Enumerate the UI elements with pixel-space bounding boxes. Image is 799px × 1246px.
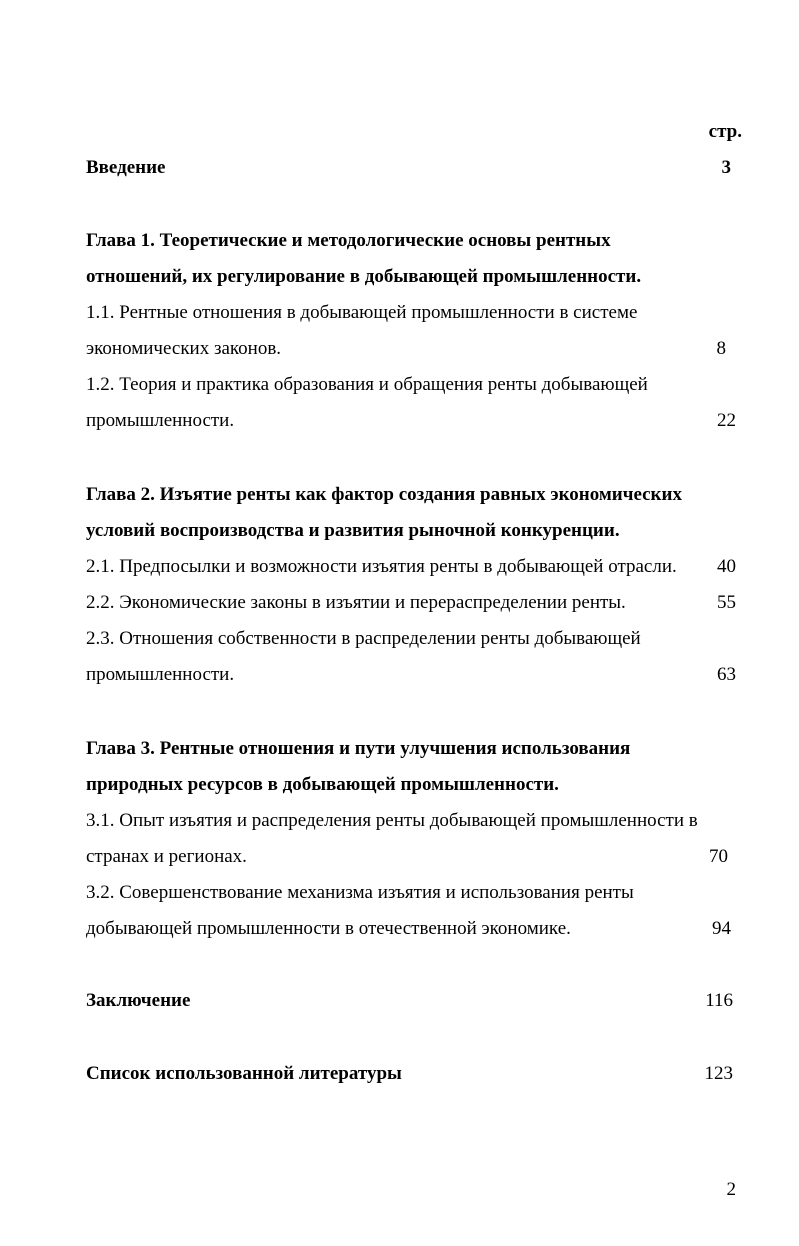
section-2-3-line2: промышленности. (86, 664, 235, 685)
section-1-2-line2: промышленности. (86, 410, 235, 431)
section-3-1-page: 70 (709, 846, 728, 867)
section-3-2-line2: добывающей промышленности в отечественной экономике. (86, 918, 571, 939)
section-2-3-page: 63 (717, 664, 736, 685)
section-3-1-line1: 3.1. Опыт изъятия и распределения ренты добывающей промышленности в (86, 810, 698, 831)
page-number: 2 (726, 1179, 736, 1200)
page-column-header: стр. (708, 121, 742, 142)
toc-intro-label: Введение (86, 157, 166, 178)
section-2-1: 2.1. Предпосылки и возможности изъятия ренты в добывающей отрасли. (86, 556, 677, 577)
chapter2-title-line2: условий воспроизводства и развития рыночной конкуренции. (86, 520, 620, 541)
section-1-2-page: 22 (717, 410, 736, 431)
section-3-2-page: 94 (712, 918, 731, 939)
section-1-1-line1: 1.1. Рентные отношения в добывающей промышленности в системе (86, 302, 638, 323)
section-2-2: 2.2. Экономические законы в изъятии и перераспределении ренты. (86, 592, 626, 613)
chapter3-title-line1: Глава 3. Рентные отношения и пути улучшения использования (86, 738, 631, 759)
chapter1-title-line2: отношений, их регулирование в добывающей промышленности. (86, 266, 642, 287)
section-1-2-line1: 1.2. Теория и практика образования и обращения ренты добывающей (86, 374, 648, 395)
toc-intro-page: 3 (721, 157, 731, 178)
toc-references-page: 123 (704, 1063, 733, 1084)
toc-references-label: Список использованной литературы (86, 1063, 402, 1084)
section-1-1-page: 8 (716, 338, 726, 359)
section-1-1-line2: экономических законов. (86, 338, 282, 359)
section-2-3-line1: 2.3. Отношения собственности в распределении ренты добывающей (86, 628, 641, 649)
toc-conclusion-label: Заключение (86, 990, 191, 1011)
section-3-2-line1: 3.2. Совершенствование механизма изъятия и использования ренты (86, 882, 634, 903)
section-2-2-page: 55 (717, 592, 736, 613)
chapter1-title-line1: Глава 1. Теоретические и методологические основы рентных (86, 230, 611, 251)
toc-conclusion-page: 116 (705, 990, 733, 1011)
section-2-1-page: 40 (717, 556, 736, 577)
section-3-1-line2: странах и регионах. (86, 846, 247, 867)
chapter2-title-line1: Глава 2. Изъятие ренты как фактор создания равных экономических (86, 484, 682, 505)
chapter3-title-line2: природных ресурсов в добывающей промышленности. (86, 774, 559, 795)
